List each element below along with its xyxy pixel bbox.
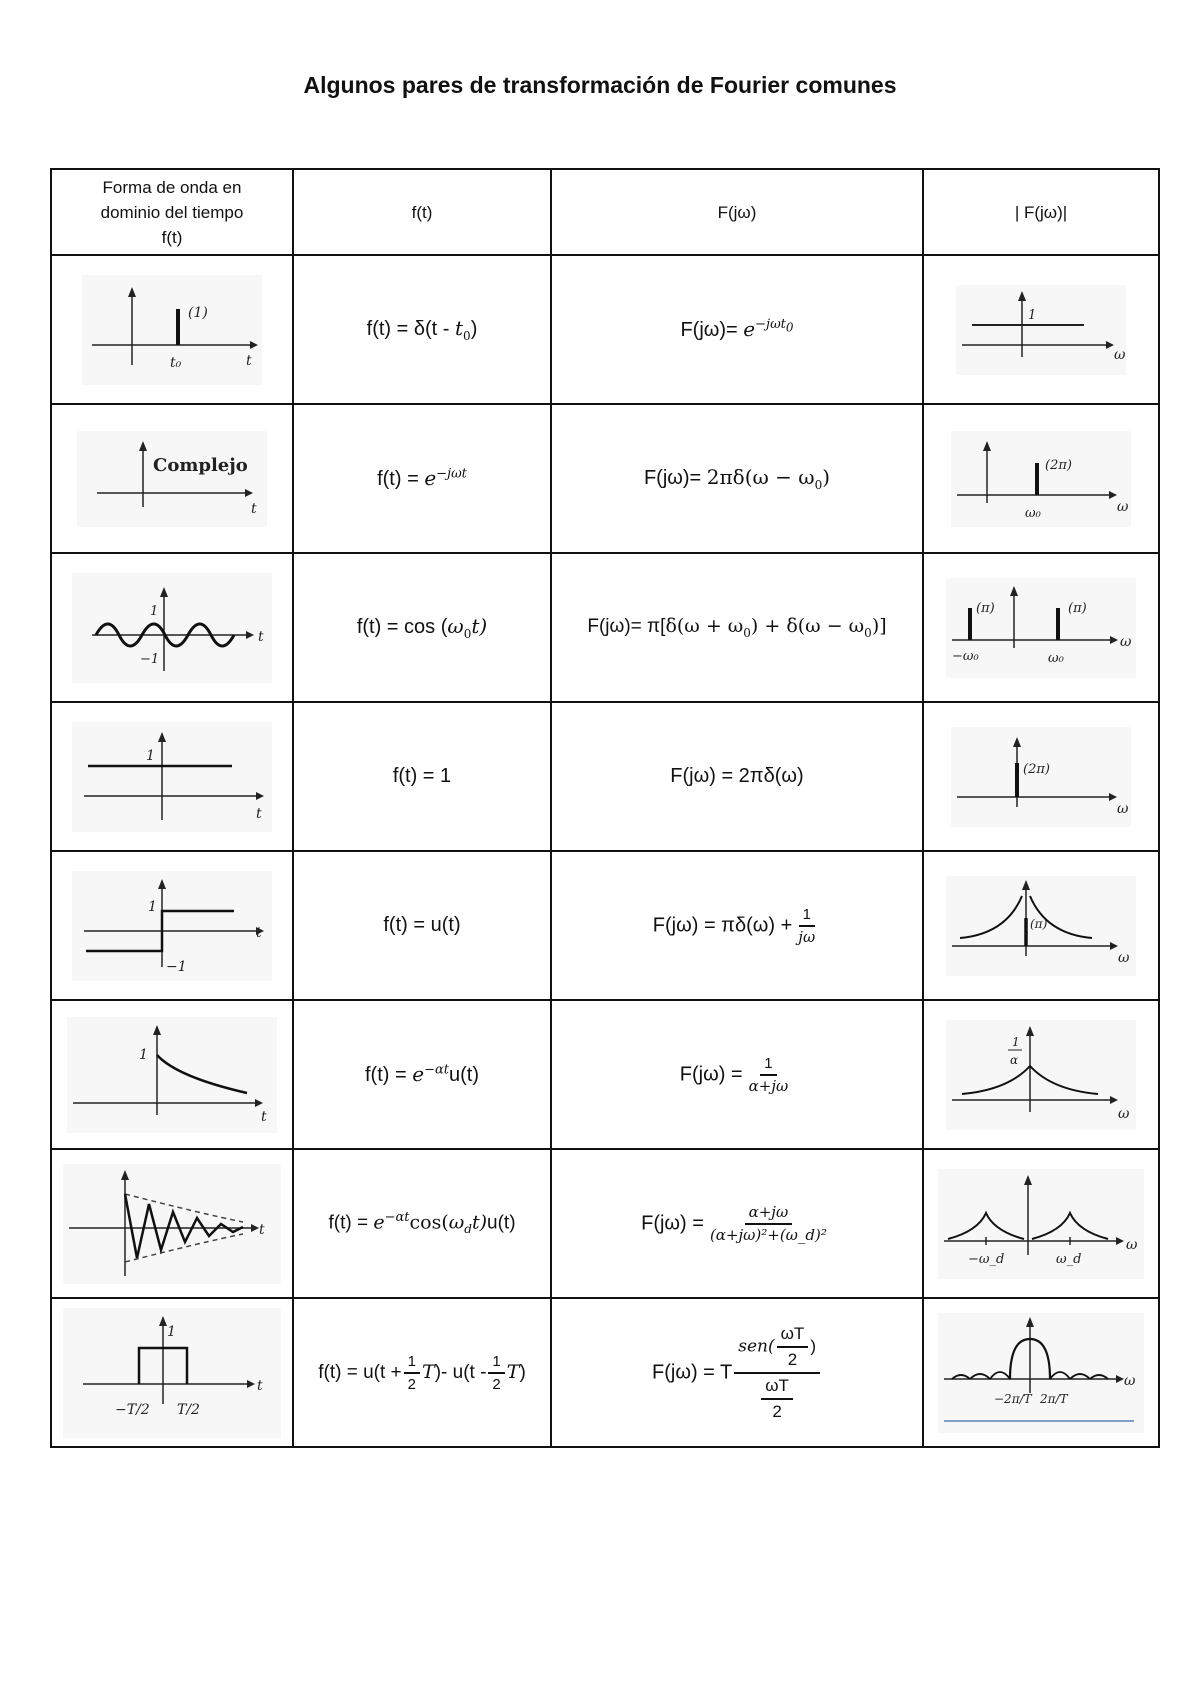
magnitude-graph-cell [923,702,1159,851]
table-row [51,553,1159,702]
Fjw-cell [551,404,923,553]
ft-cell [293,1149,551,1298]
t-axis-label: t [251,500,257,517]
time-graph-cell [51,255,293,404]
magnitude-graph-cell [923,1298,1159,1447]
ft-cell [293,553,551,702]
Fjw-cell [551,1000,923,1149]
table-row [51,1149,1159,1298]
time-graph-cell [51,1000,293,1149]
shifted-impulse-spectrum-graph [951,431,1131,527]
ft-exponent: −αt [424,1062,449,1078]
ft-cell [293,404,551,553]
ft-close: ) [519,1361,526,1383]
header-row [51,169,1159,255]
ft-close: t) [471,1211,488,1234]
time-graph-cell [51,851,293,1000]
ft-text: f(t) = [365,1064,413,1086]
T-half-label: T/2 [177,1401,200,1418]
magnitude-graph-cell [923,1000,1159,1149]
header-ft: f(t) [293,169,551,255]
t-axis-label: t [261,1108,267,1125]
Fjw-text: F(jω) = T [652,1360,733,1383]
header-waveform [51,169,293,255]
neg-one-label: −1 [166,958,187,975]
Fjw-text: F(jω) = πδ(ω) + [652,913,793,936]
one-label: 1 [139,1046,148,1063]
t-axis-label: t [256,924,262,941]
omega-axis-label: ω [1114,346,1126,363]
table-row [51,1000,1159,1149]
fraction-denominator: 2 [407,1375,416,1393]
inner-fraction [777,1323,809,1371]
half-fraction [404,1352,420,1394]
t-axis-label: t [246,352,252,369]
time-graph-cell [51,404,293,553]
Fjw-text: F(jω) = [641,1211,704,1234]
ft-exp-base: e [373,1211,385,1234]
pi-label-left: (π) [976,600,995,616]
ft-text: f(t) = δ(t - [366,318,455,340]
magnitude-graph-cell [923,1149,1159,1298]
neg-T-half-label: −T/2 [115,1401,150,1418]
one-label: 1 [148,898,157,915]
header-magnitude: | F(jω)| [923,169,1159,255]
pi-label: (π) [1030,916,1048,931]
complex-exponential-graph [77,431,267,527]
two-pi-label: (2π) [1045,457,1072,473]
fraction-numerator: ωT [761,1375,793,1400]
ft-text: f(t) = cos ( [356,616,448,638]
one-over-alpha-num: 1 [1012,1034,1020,1049]
Fjw-cell [551,553,923,702]
fraction-denominator: jω [798,927,816,946]
table-row [51,851,1159,1000]
ft-exponent: −αt [384,1210,410,1226]
Fjw-exponent: −jωt0 [755,317,794,335]
fourier-table [50,168,1160,1448]
Fjw-cell: F(jω) = 2πδ(ω) [551,702,923,851]
Fjw-cell [551,1298,923,1447]
omega-d-label: ω_d [1056,1251,1082,1267]
impulse-weight-label: (1) [188,304,208,321]
header-waveform-line3: f(t) [161,227,183,247]
neg-omega0-label: −ω₀ [952,648,979,664]
fraction-denominator: 2 [492,1375,501,1393]
time-graph-cell [51,553,293,702]
fraction-denominator: 2 [787,1349,798,1369]
Fjw-text: F(jω)= [643,467,707,489]
dc-impulse-spectrum-graph [951,727,1131,827]
t-axis-label: t [259,1221,265,1238]
fraction-denominator: (α+jω)²+(ω_d)² [709,1225,827,1244]
ft-text: f(t) = [377,468,425,490]
Fjw-expr: 2πδ(ω − ω [706,465,815,489]
table-row [51,702,1159,851]
omega-axis-label: ω [1126,1236,1138,1253]
neg-omega-d-label: −ω_d [968,1251,1005,1267]
Fjw-close: )] [871,615,887,638]
Fjw-sub1: 0 [743,625,751,640]
Fjw-fraction [706,1203,831,1245]
ft-step: u(t) [448,1064,479,1086]
lorentzian-spectrum-graph [946,1020,1136,1130]
sinc-fraction [734,1323,820,1423]
ft-omega: ω [448,1211,465,1234]
sinc-numerator [734,1323,820,1374]
Fjw-cell [551,255,923,404]
magnitude-graph-cell [923,553,1159,702]
ft-T: T [506,1360,520,1383]
omega-axis-label: ω [1118,1105,1130,1122]
ft-text: f(t) = u(t + [318,1361,402,1383]
ft-omega: ω [447,614,464,638]
Fjw-term1: δ(ω + ω [665,615,744,638]
constant-graph [72,722,272,832]
step-graph [72,871,272,981]
Fjw-close: ) [822,465,831,489]
fraction-numerator: ωT [777,1323,809,1348]
magnitude-graph-cell [923,404,1159,553]
header-Fjw: F(jω) [551,169,923,255]
t-axis-label: t [257,1377,263,1394]
t0-label: t₀ [170,354,182,371]
half-fraction [488,1352,504,1394]
two-pi-label: (2π) [1023,761,1050,777]
step-spectrum-graph [946,876,1136,976]
cosine-spectrum-graph [946,578,1136,678]
ft-close: ) [470,318,478,340]
omega0-label: ω₀ [1048,650,1064,666]
ft-middle: )- u(t - [434,1361,487,1383]
ft-cell [293,255,551,404]
page-title: Algunos pares de transformación de Fourier comunes [303,72,897,98]
ft-cell: f(t) = u(t) [293,851,551,1000]
neg-2pi-T-label: −2π/T [994,1391,1032,1406]
omega-axis-label: ω [1124,1372,1136,1389]
sinc-denominator [755,1374,799,1423]
table-row [51,404,1159,553]
ft-text: f(t) = [328,1212,374,1234]
ft-sub: d [464,1222,472,1237]
t-axis-label: t [256,805,262,822]
header-waveform-line2: dominio del tiempo [100,202,244,222]
damped-cosine-spectrum-graph [938,1169,1144,1279]
ft-exp-base: e [424,466,437,490]
time-graph-cell [51,702,293,851]
fraction-numerator: 1 [760,1054,776,1076]
omega0-label: ω₀ [1025,505,1041,521]
ft-exponent: −jωt [436,466,467,482]
Fjw-text: F(jω) = [679,1062,743,1085]
header-waveform-line1: Forma de onda en [102,177,242,197]
table-row [51,1298,1159,1447]
ft-cell [293,1000,551,1149]
one-label: 1 [167,1323,176,1340]
complejo-label: Complejo [153,454,248,476]
inner-fraction [761,1375,793,1423]
ft-var: t [455,316,464,340]
Fjw-text: F(jω)= π[ [587,616,666,638]
Fjw-fraction [745,1054,793,1096]
time-graph-cell [51,1298,293,1447]
damped-cosine-graph [63,1164,281,1284]
ft-cell [293,1298,551,1447]
fraction-denominator: α+jω [748,1076,789,1095]
ft-exp-base: e [412,1062,425,1086]
decaying-exponential-graph [67,1017,277,1133]
Fjw-cell [551,1149,923,1298]
one-over-alpha-den: α [1010,1052,1019,1067]
omega-axis-label: ω [1118,949,1130,966]
ft-T: T [422,1360,435,1383]
omega-axis-label: ω [1117,498,1129,515]
Fjw-text: F(jω)= [680,319,744,341]
Fjw-cell [551,851,923,1000]
fraction-numerator: 1 [488,1352,504,1374]
pi-label-right: (π) [1068,600,1087,616]
Fjw-sub: 0 [814,478,823,492]
one-label: 1 [1028,307,1037,323]
one-label: 1 [146,747,155,764]
sen-close: ) [810,1335,816,1355]
one-label: 1 [150,603,159,619]
ft-close: t) [471,614,488,638]
cosine-graph [72,573,272,683]
fraction-denominator: 2 [772,1401,782,1421]
2pi-T-label: 2π/T [1040,1391,1068,1406]
sinc-spectrum-graph [938,1313,1144,1433]
omega-axis-label: ω [1120,633,1132,650]
ft-cos: cos( [409,1211,449,1234]
ft-sub: 0 [463,627,472,641]
ft-cell: f(t) = 1 [293,702,551,851]
delayed-impulse-graph [82,275,262,385]
ft-sub: 0 [463,329,471,343]
magnitude-graph-cell [923,851,1159,1000]
constant-magnitude-graph [956,285,1126,375]
fraction-numerator: 1 [404,1352,420,1374]
Fjw-exp-base: e [743,317,756,341]
Fjw-term2: ) + δ(ω − ω [750,615,865,638]
Fjw-fraction [794,905,819,947]
neg-one-label: −1 [140,651,160,667]
fraction-numerator: 1 [799,905,815,927]
table-row [51,255,1159,404]
fraction-numerator: α+jω [745,1203,793,1225]
sen-label: sen( [738,1335,775,1356]
t-axis-label: t [258,628,264,645]
ft-step: u(t) [487,1212,516,1234]
time-graph-cell [51,1149,293,1298]
Fjw-sub2: 0 [864,625,872,640]
rectangular-pulse-graph [63,1308,281,1438]
omega-axis-label: ω [1117,800,1129,817]
magnitude-graph-cell [923,255,1159,404]
